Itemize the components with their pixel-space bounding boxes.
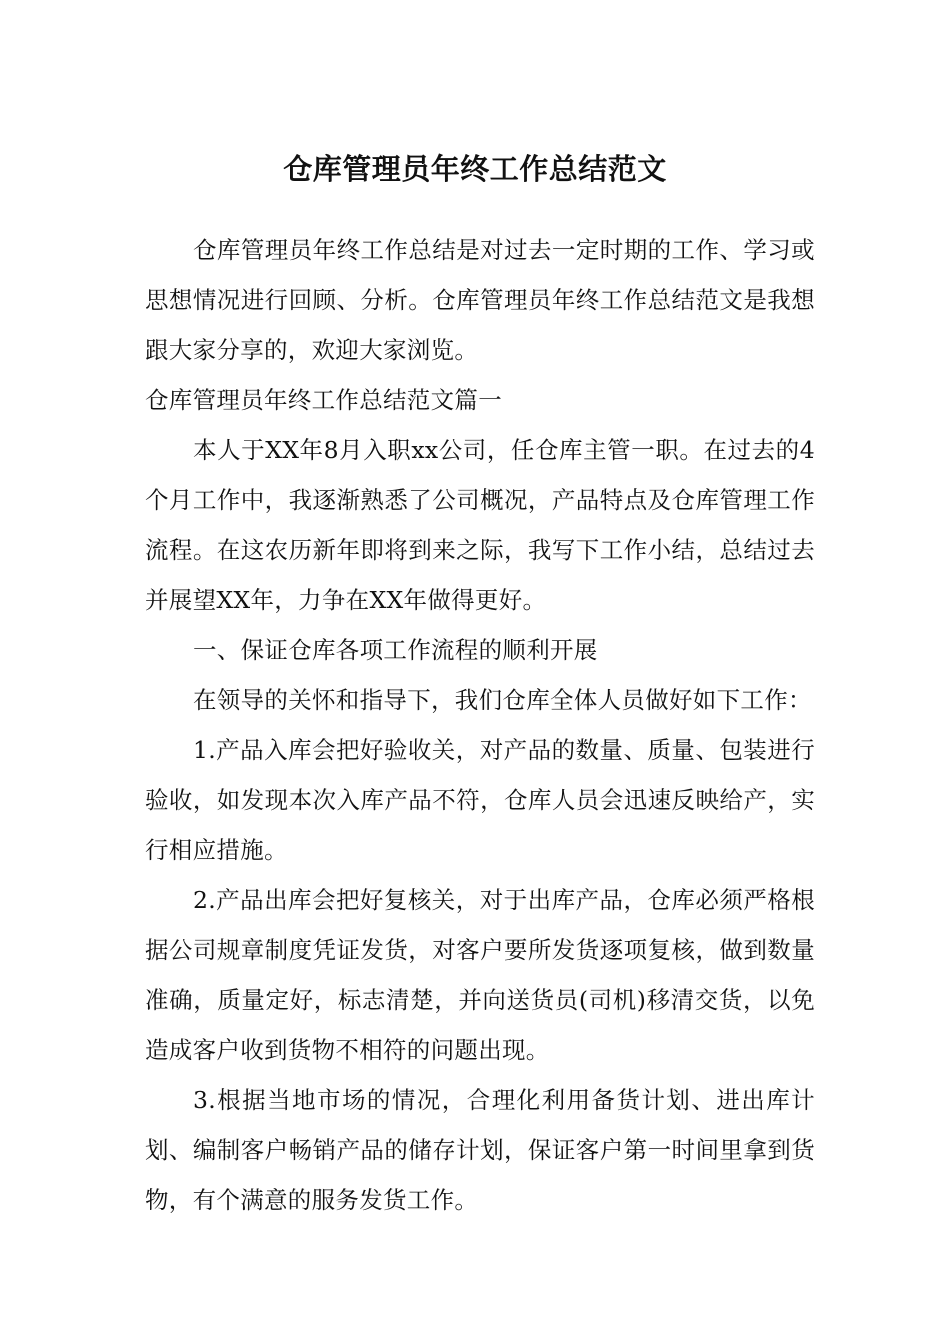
- section-intro-paragraph: 在领导的关怀和指导下，我们仓库全体人员做好如下工作：: [193, 686, 812, 714]
- part-heading: 仓库管理员年终工作总结范文篇一: [145, 386, 502, 414]
- body-paragraph: 本人于XX年8月入职xx公司，任仓库主管一职。在过去的4个月工作中，我逐渐熟悉了公司概况，产品特点及仓库管理工作流程。在这农历新年即将到来之际，我写下工作小结，总结过去并展望XX年，力争在XX年做得更好。: [145, 436, 815, 614]
- list-item-3: 3.根据当地市场的情况，合理化利用备货计划、进出库计划、编制客户畅销产品的储存计划，保证客户第一时间里拿到货物，有个满意的服务发货工作。: [145, 1086, 815, 1214]
- section-heading: 一、保证仓库各项工作流程的顺利开展: [193, 636, 598, 664]
- intro-paragraph: 仓库管理员年终工作总结是对过去一定时期的工作、学习或思想情况进行回顾、分析。仓库管理员年终工作总结范文是我想跟大家分享的，欢迎大家浏览。: [145, 236, 815, 364]
- list-item-1: 1.产品入库会把好验收关，对产品的数量、质量、包装进行验收，如发现本次入库产品不符，仓库人员会迅速反映给产，实行相应措施。: [145, 736, 815, 864]
- list-item-2: 2.产品出库会把好复核关，对于出库产品，仓库必须严格根据公司规章制度凭证发货，对客户要所发货逐项复核，做到数量准确，质量定好，标志清楚，并向送货员(司机)移清交货，以免造成客户收到货物不相符的问题出现。: [145, 886, 815, 1064]
- document-title: 仓库管理员年终工作总结范文: [283, 152, 667, 187]
